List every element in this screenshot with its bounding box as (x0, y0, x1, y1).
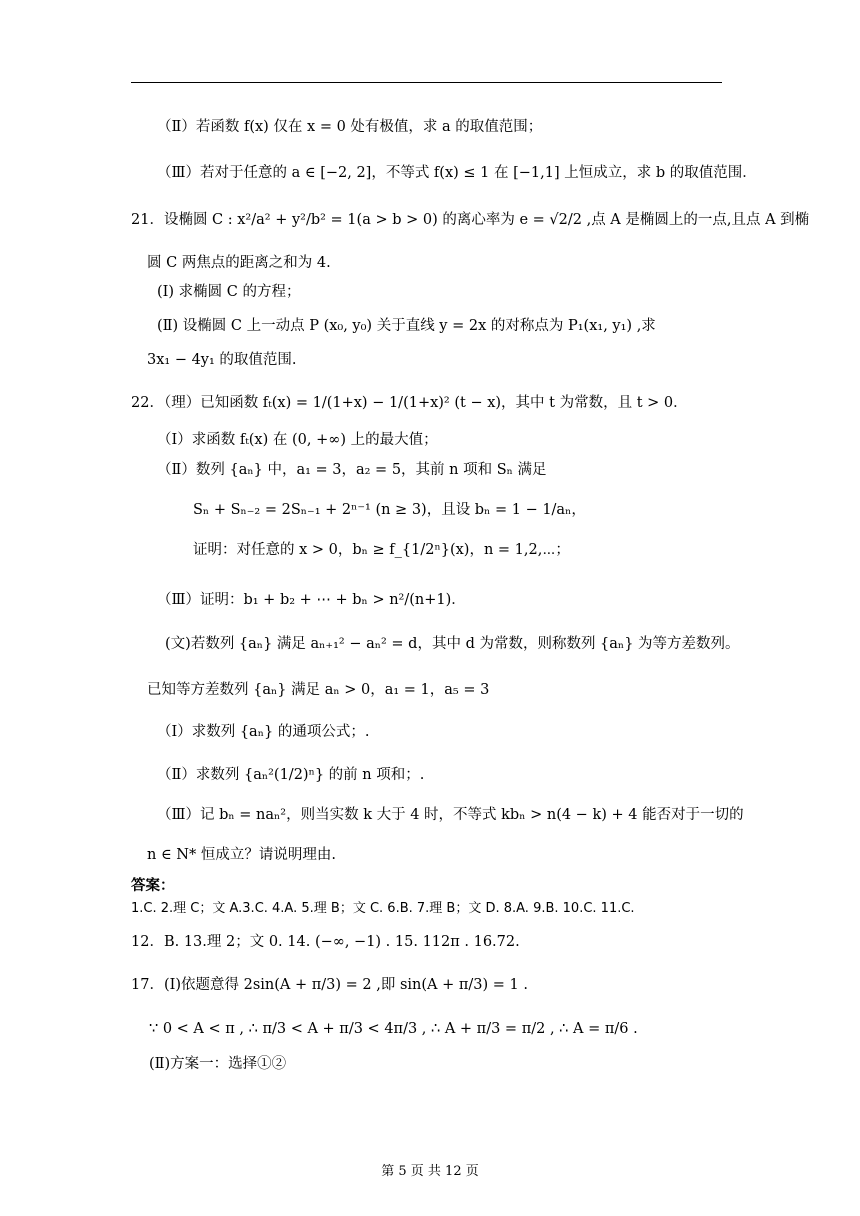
answers-heading: 答案： (131, 878, 175, 894)
wen-given: 已知等方差数列 {aₙ} 满足 aₙ > 0，a₁ = 1，a₅ = 3 (147, 682, 490, 698)
q21-part2-cont: 3x₁ − 4y₁ 的取值范围. (147, 352, 297, 368)
wen-part2: （Ⅱ）求数列 {aₙ²(1/2)ⁿ} 的前 n 项和；. (157, 767, 425, 783)
q21-stem: 21．设椭圆 C : x²/a² + y²/b² = 1(a > b > 0) 的离心率为 e = √2/2 ,点 A 是椭圆上的一点,且点 A 到椭 (131, 212, 810, 228)
q20-part2: （Ⅱ）若函数 f(x) 仅在 x = 0 处有极值，求 a 的取值范围； (157, 119, 543, 135)
answer-17-part1: 17．(Ⅰ)依题意得 2sin(A + π/3) = 2 ,即 sin(A + π/3) = 1 . (131, 977, 528, 993)
answers-fill-in: 12．B. 13.理 2；文 0. 14. (−∞, −1) . 15. 112π . 16.72. (131, 934, 520, 950)
header-rule (131, 82, 722, 83)
q22-part2-formula: Sₙ + Sₙ₋₂ = 2Sₙ₋₁ + 2ⁿ⁻¹ (n ≥ 3)，且设 bₙ = 1 − 1/aₙ， (193, 502, 586, 518)
wen-stem: (文)若数列 {aₙ} 满足 aₙ₊₁² − aₙ² = d，其中 d 为常数，则称数列 {aₙ} 为等方差数列。 (165, 636, 740, 652)
q22-part1: （Ⅰ）求函数 fₜ(x) 在 (0, +∞) 上的最大值； (157, 432, 438, 448)
q22-part3: （Ⅲ）证明：b₁ + b₂ + ⋯ + bₙ > n²/(n+1)． (157, 592, 466, 608)
q22-part2-proof: 证明：对任意的 x > 0，bₙ ≥ f_{1/2ⁿ}(x)，n = 1,2,⋯； (193, 542, 570, 558)
q20-part3: （Ⅲ）若对于任意的 a ∈ [−2, 2]，不等式 f(x) ≤ 1 在 [−1,1] 上恒成立，求 b 的取值范围． (157, 165, 757, 181)
wen-part3-cont: n ∈ N* 恒成立？请说明理由. (147, 847, 336, 863)
answer-17-derivation: ∵ 0 < A < π , ∴ π/3 < A + π/3 < 4π/3 , ∴ A + π/3 = π/2 , ∴ A = π/6 . (149, 1021, 638, 1037)
q22-stem: 22．（理）已知函数 fₜ(x) = 1/(1+x) − 1/(1+x)² (t − x)，其中 t 为常数，且 t > 0． (131, 395, 688, 411)
q21-part1: (Ⅰ) 求椭圆 C 的方程； (157, 284, 301, 300)
q21-part2: (Ⅱ) 设椭圆 C 上一动点 P (x₀, y₀) 关于直线 y = 2x 的对称点为 P₁(x₁, y₁) ,求 (157, 318, 656, 334)
q21-stem-cont: 圆 C 两焦点的距离之和为 4. (147, 255, 331, 271)
wen-part3: （Ⅲ）记 bₙ = naₙ²，则当实数 k 大于 4 时，不等式 kbₙ > n(4 − k) + 4 能否对于一切的 (157, 807, 744, 823)
answers-multiple-choice: 1.C. 2.理 C；文 A.3.C. 4.A. 5.理 B；文 C. 6.B. 7.理 B；文 D. 8.A. 9.B. 10.C. 11.C. (131, 901, 635, 916)
answer-17-part2: (Ⅱ)方案一：选择①② (149, 1056, 287, 1072)
wen-part1: （Ⅰ）求数列 {aₙ} 的通项公式；. (157, 724, 370, 740)
q22-part2: （Ⅱ）数列 {aₙ} 中，a₁ = 3，a₂ = 5，其前 n 项和 Sₙ 满足 (157, 462, 547, 478)
page-footer: 第 5 页 共 12 页 (381, 1164, 479, 1179)
